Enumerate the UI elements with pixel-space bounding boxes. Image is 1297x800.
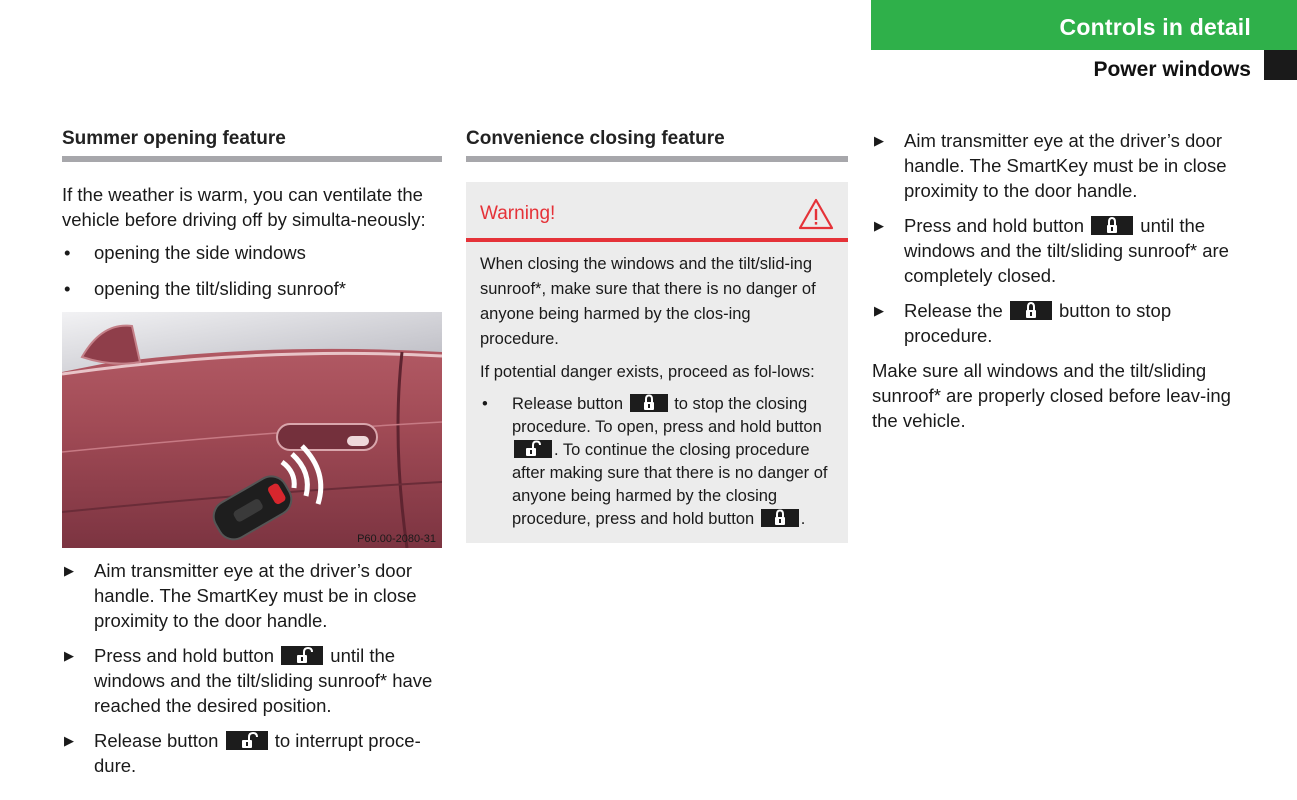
step-text: Release button bbox=[94, 730, 219, 751]
warning-text: . bbox=[800, 510, 806, 528]
step-item bbox=[62, 643, 442, 718]
bullet-item: • opening the tilt/sliding sunroof* bbox=[62, 276, 442, 301]
summer-intro: If the weather is warm, you can ventilate the vehicle before driving off by simulta-neously: bbox=[62, 184, 426, 230]
warning-body bbox=[466, 242, 848, 531]
figure-code: P60.00-2080-31 bbox=[357, 533, 436, 545]
warning-list-item bbox=[480, 393, 834, 531]
step-text: button to stop procedure. bbox=[904, 300, 1172, 346]
warning-header bbox=[466, 182, 848, 242]
step-text: to interrupt proce-dure. bbox=[94, 730, 421, 776]
step-text: until the windows and the tilt/sliding sunroof* have reached the desired position. bbox=[94, 645, 433, 716]
step-item bbox=[872, 298, 1252, 348]
lock-icon bbox=[1010, 301, 1052, 320]
warning-list bbox=[480, 393, 834, 531]
warning-triangle-icon bbox=[798, 198, 834, 230]
car-door-image bbox=[62, 312, 442, 548]
step-text: Press and hold button bbox=[904, 215, 1084, 236]
step-item bbox=[872, 213, 1252, 288]
warning-text: . To continue the closing procedure after making sure that there is no danger of anyone being harmed by the closing procedure, press and hold button bbox=[512, 441, 828, 528]
step-text: until the windows and the tilt/sliding sunroof* are completely closed. bbox=[904, 215, 1229, 286]
lock-icon bbox=[630, 394, 668, 412]
step-text: Press and hold button bbox=[94, 645, 274, 666]
warning-text: to stop the closing procedure. To open, press and hold button bbox=[512, 395, 822, 436]
heading-summer-opening: Summer opening feature bbox=[62, 128, 442, 162]
warning-paragraph: When closing the windows and the tilt/slid-ing sunroof*, make sure that there is no danger of anyone being harmed by the clos-ing procedure. bbox=[480, 255, 816, 348]
unlock-icon bbox=[226, 731, 268, 750]
section-title: Power windows bbox=[1093, 58, 1251, 81]
chapter-header-bar bbox=[871, 0, 1297, 50]
closing-steps-list bbox=[872, 128, 1252, 348]
unlock-icon bbox=[514, 440, 552, 458]
column-summer-opening bbox=[62, 128, 442, 788]
section-marker bbox=[1264, 50, 1297, 80]
unlock-icon bbox=[281, 646, 323, 665]
summer-bullet-list bbox=[62, 240, 442, 301]
warning-paragraph: If potential danger exists, proceed as fol-lows: bbox=[480, 363, 815, 381]
step-text: Release the bbox=[904, 300, 1003, 321]
lock-icon bbox=[761, 509, 799, 527]
column-convenience-closing bbox=[466, 128, 848, 543]
step-item: ▶ Aim transmitter eye at the driver’s door handle. The SmartKey must be in close proximity to the door handle. bbox=[62, 558, 442, 633]
closing-note: Make sure all windows and the tilt/sliding sunroof* are properly closed before leav-ing the vehicle. bbox=[872, 360, 1231, 431]
warning-label: Warning! bbox=[480, 203, 556, 224]
chapter-title: Controls in detail bbox=[1059, 14, 1251, 40]
step-item: ▶ Aim transmitter eye at the driver’s door handle. The SmartKey must be in close proximity to the door handle. bbox=[872, 128, 1252, 203]
summer-steps-list bbox=[62, 558, 442, 778]
warning-text: Release button bbox=[512, 395, 623, 413]
car-door-illustration bbox=[62, 312, 442, 548]
step-item bbox=[62, 728, 442, 778]
warning-box bbox=[466, 182, 848, 543]
lock-icon bbox=[1091, 216, 1133, 235]
bullet-item: • opening the side windows bbox=[62, 240, 442, 265]
column-closing-steps bbox=[872, 128, 1252, 441]
heading-convenience-closing: Convenience closing feature bbox=[466, 128, 848, 162]
